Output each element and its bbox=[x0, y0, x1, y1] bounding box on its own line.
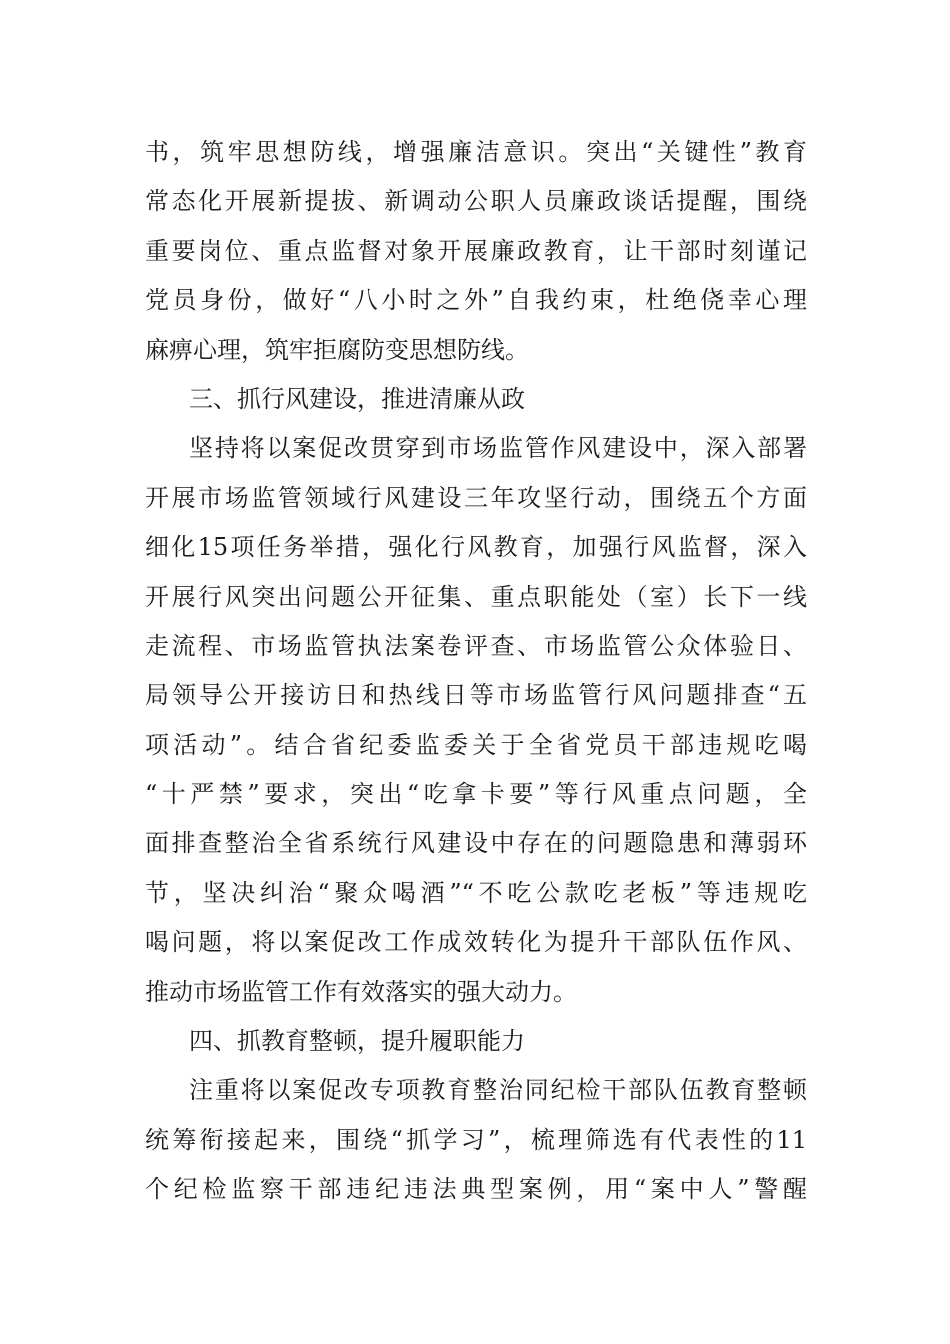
document-body bbox=[145, 128, 807, 1215]
text-line: 走流程、市场监管执法案卷评查、市场监管公众体验日、 bbox=[145, 631, 807, 660]
text-line: 麻痹心理，筑牢拒腐防变思想防线。 bbox=[145, 335, 529, 364]
text-line: 推动市场监管工作有效落实的强大动力。 bbox=[145, 977, 577, 1006]
text-line: 常态化开展新提拔、新调动公职人员廉政谈话提醒，围绕 bbox=[145, 187, 807, 216]
text-line: 党员身份，做好“八小时之外”自我约束，杜绝侥幸心理 bbox=[145, 286, 807, 315]
text-line: 开展行风突出问题公开征集、重点职能处（室）长下一线 bbox=[145, 582, 807, 611]
section-heading: 三、抓行风建设，推进清廉从政 bbox=[189, 384, 525, 413]
text-line: 节，坚决纠治“聚众喝酒”“不吃公款吃老板”等违规吃 bbox=[145, 878, 807, 907]
text-line: “十严禁”要求，突出“吃拿卡要”等行风重点问题，全 bbox=[145, 780, 807, 809]
text-line: 喝问题，将以案促改工作成效转化为提升干部队伍作风、 bbox=[145, 928, 807, 957]
text-line: 面排查整治全省系统行风建设中存在的问题隐患和薄弱环 bbox=[145, 829, 807, 858]
text-line: 细化15项任务举措，强化行风教育，加强行风监督，深入 bbox=[145, 533, 807, 562]
text-line: 注重将以案促改专项教育整治同纪检干部队伍教育整顿 bbox=[189, 1076, 807, 1105]
text-line: 个纪检监察干部违纪违法典型案例，用“案中人”警醒 bbox=[145, 1175, 807, 1204]
text-line: 局领导公开接访日和热线日等市场监管行风问题排查“五 bbox=[145, 681, 807, 710]
text-line: 统筹衔接起来，围绕“抓学习”，梳理筛选有代表性的11 bbox=[145, 1125, 807, 1154]
text-line: 书，筑牢思想防线，增强廉洁意识。突出“关键性”教育 bbox=[145, 138, 807, 166]
text-line: 项活动”。结合省纪委监委关于全省党员干部违规吃喝 bbox=[145, 730, 807, 759]
text-line: 重要岗位、重点监督对象开展廉政教育，让干部时刻谨记 bbox=[145, 236, 807, 265]
text-line: 坚持将以案促改贯穿到市场监管作风建设中，深入部署 bbox=[189, 434, 807, 463]
text-line: 开展市场监管领域行风建设三年攻坚行动，围绕五个方面 bbox=[145, 483, 807, 512]
section-heading: 四、抓教育整顿，提升履职能力 bbox=[189, 1027, 525, 1056]
